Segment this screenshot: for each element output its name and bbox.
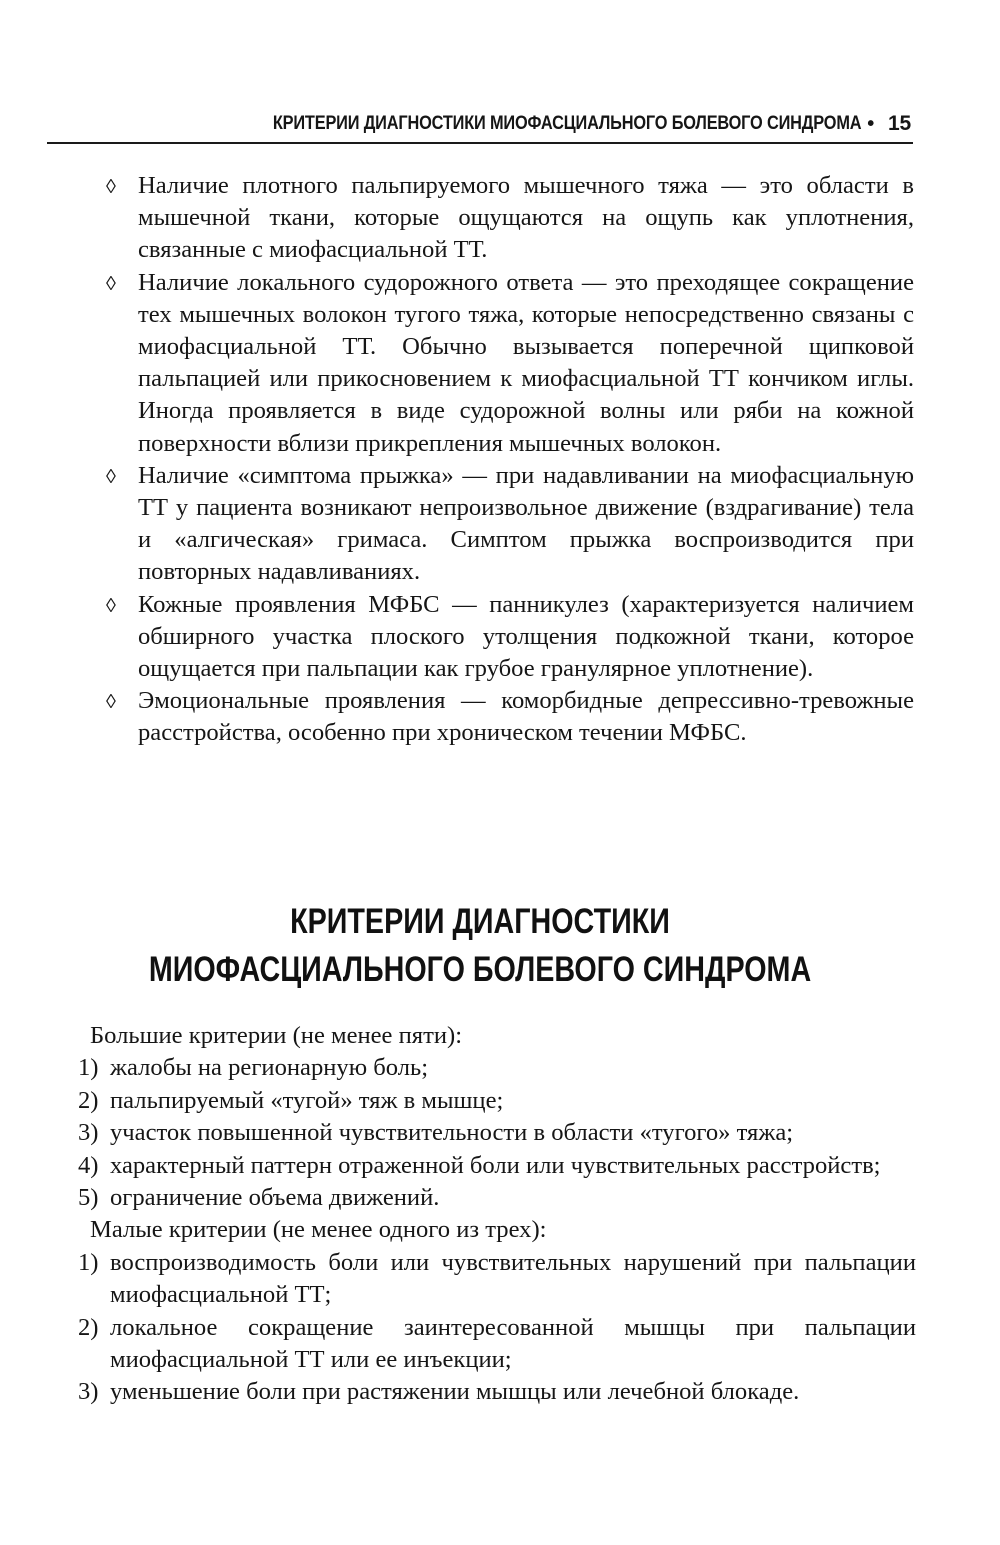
section-heading bbox=[60, 898, 900, 994]
item-number: 4) bbox=[78, 1151, 99, 1179]
item-text: воспроизводимость боли или чувствительных нарушений при пальпации миофасциальной ТТ; bbox=[110, 1248, 916, 1309]
diamond-bullet-icon: ◊ bbox=[106, 691, 116, 714]
bullet-text: Наличие «симптома прыжка» — при надавливании на миофасциальную ТТ у пациента возникают непроизвольное движение (вздрагивание) тела и «алгическая» гримаса. Симптом прыжка воспроизводится при повторных надавливаниях. bbox=[138, 461, 914, 586]
bullet-text: Наличие плотного пальпируемого мышечного тяжа — это области в мышечной ткани, которые ощущаются на ощупь как уплотнения, связанные с миофасциальной ТТ. bbox=[138, 172, 914, 264]
bullet-item bbox=[104, 685, 914, 749]
item-text: уменьшение боли при растяжении мышцы или лечебной блокаде. bbox=[110, 1378, 800, 1406]
item-text: пальпируемый «тугой» тяж в мышце; bbox=[110, 1086, 504, 1114]
major-criteria-item bbox=[74, 1150, 916, 1182]
running-title: КРИТЕРИИ ДИАГНОСТИКИ МИОФАСЦИАЛЬНОГО БОЛЕВОГО СИНДРОМА bbox=[272, 113, 862, 134]
page-number: 15 bbox=[888, 112, 911, 135]
major-criteria-item bbox=[74, 1117, 916, 1149]
bullet-item bbox=[104, 170, 914, 267]
item-text: ограничение объема движений. bbox=[110, 1184, 440, 1212]
section-heading-line-2: МИОФАСЦИАЛЬНОГО БОЛЕВОГО СИНДРОМА bbox=[148, 950, 812, 989]
item-number: 3) bbox=[78, 1378, 99, 1406]
minor-criteria-item bbox=[74, 1247, 916, 1312]
item-text: характерный паттерн отраженной боли или чувствительных расстройств; bbox=[110, 1151, 881, 1179]
bullet-item bbox=[104, 460, 914, 589]
major-criteria-intro: Большие критерии (не менее пяти): bbox=[90, 1022, 463, 1049]
minor-criteria-item bbox=[74, 1312, 916, 1377]
item-number: 1) bbox=[78, 1054, 99, 1082]
header-bullet: • bbox=[867, 112, 875, 135]
major-criteria-item bbox=[74, 1052, 916, 1084]
item-text: жалобы на регионарную боль; bbox=[110, 1054, 429, 1082]
diamond-bullet-icon: ◊ bbox=[106, 594, 116, 617]
major-criteria-item bbox=[74, 1085, 916, 1117]
item-number: 2) bbox=[78, 1313, 99, 1341]
diamond-bullet-icon: ◊ bbox=[106, 465, 116, 488]
running-header bbox=[47, 106, 913, 144]
diamond-bullet-icon: ◊ bbox=[106, 176, 116, 198]
bullet-text: Наличие локального судорожного ответа — это преходящее сокращение тех мышечных волокон тугого тяжа, которые непосредственно связаны с миофасциальной ТТ. Обычно вызывается поперечной щипковой пальпацией или прикосновением к миофасциальной ТТ кончиком иглы. Иногда проявляется в виде судорожной волны или ряби на кожной поверхности вблизи прикрепления мышечных волокон. bbox=[138, 268, 914, 457]
bullet-text: Эмоциональные проявления — коморбидные депрессивно-тревожные расстройства, особенно при хроническом течении МФБС. bbox=[138, 687, 914, 747]
item-text: локальное сокращение заинтересованной мышцы при пальпации миофасциальной ТТ или ее инъекции; bbox=[110, 1313, 916, 1374]
bullet-item bbox=[104, 267, 914, 460]
minor-criteria-item bbox=[74, 1376, 916, 1408]
minor-criteria-intro: Малые критерии (не менее одного из трех): bbox=[90, 1216, 547, 1244]
item-number: 3) bbox=[78, 1119, 99, 1147]
bullet-list bbox=[104, 170, 914, 750]
bullet-text: Кожные проявления МФБС — панникулез (характеризуется наличием обширного участка плоского утолщения подкожной ткани, которое ощущается при пальпации как грубое гранулярное уплотнение). bbox=[138, 590, 914, 683]
item-number: 5) bbox=[78, 1184, 99, 1212]
item-text: участок повышенной чувствительности в области «тугого» тяжа; bbox=[110, 1119, 794, 1147]
criteria-block bbox=[74, 1020, 916, 1409]
item-number: 1) bbox=[78, 1248, 99, 1276]
major-criteria-item bbox=[74, 1182, 916, 1214]
diamond-bullet-icon: ◊ bbox=[106, 272, 116, 295]
item-number: 2) bbox=[78, 1086, 99, 1114]
bullet-item bbox=[104, 589, 914, 686]
section-heading-line-1: КРИТЕРИИ ДИАГНОСТИКИ bbox=[290, 902, 670, 941]
